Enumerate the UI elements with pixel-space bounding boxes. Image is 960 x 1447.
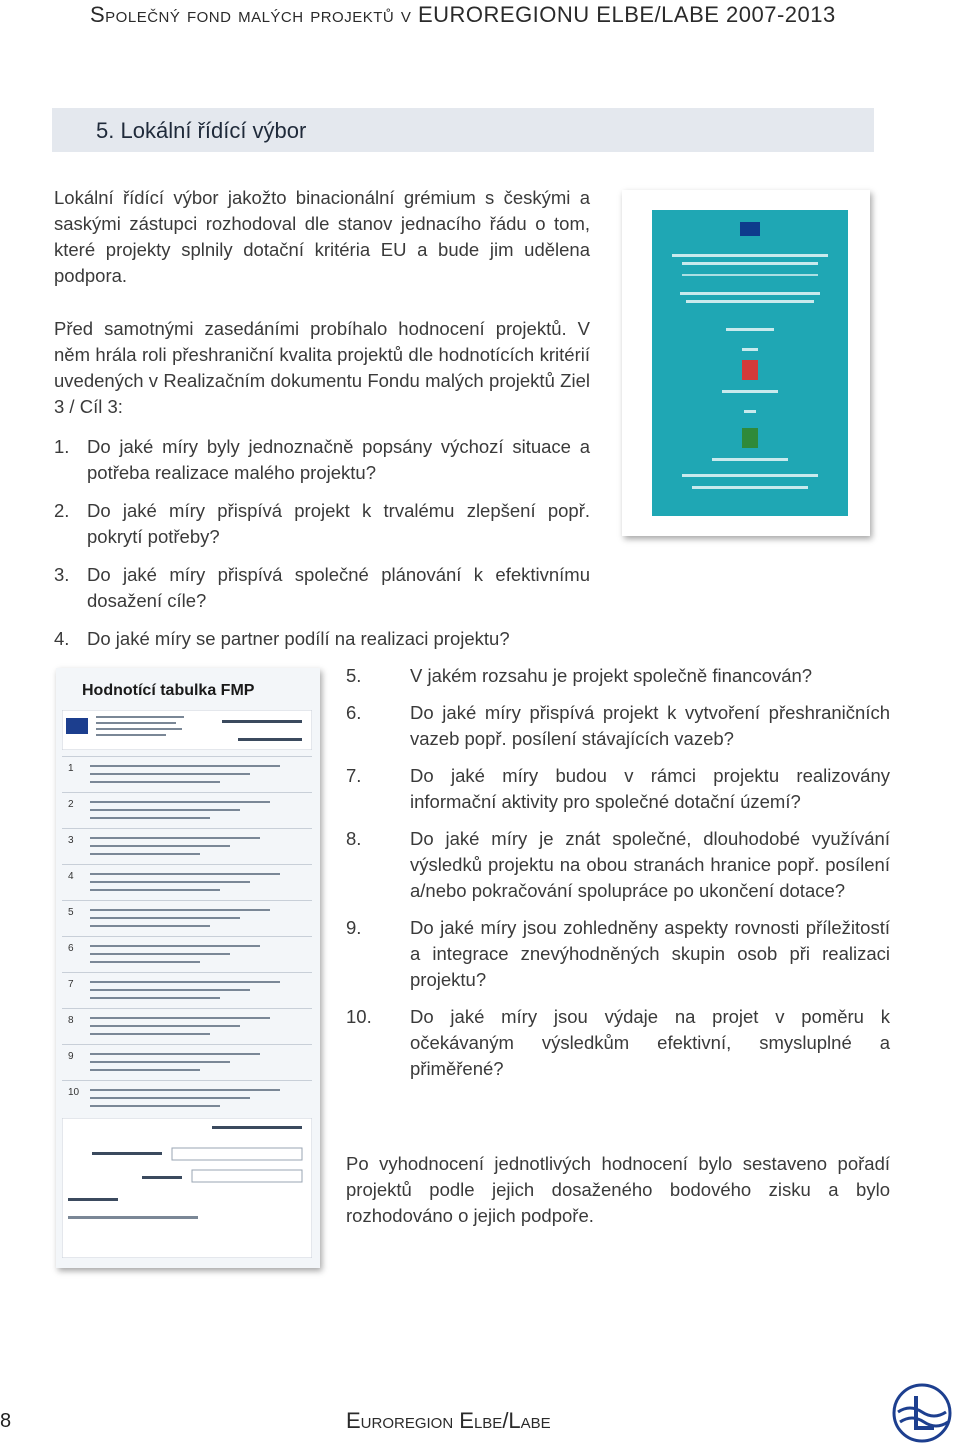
form-row-text-line: [90, 873, 280, 875]
criterion-number: 10.: [346, 1006, 372, 1027]
section-title-text: Lokální řídící výbor: [120, 118, 307, 143]
form-row-text-line: [90, 889, 220, 891]
form-row-text-line: [90, 1069, 200, 1071]
criterion-text: Do jaké míry jsou zohledněny aspekty rovnosti příležitostí a integrace znevýhodněných skupin osob při realizaci projektu?: [410, 917, 890, 990]
form-row-text-line: [90, 881, 250, 883]
form-row: [62, 936, 312, 973]
criterion-9: [346, 915, 890, 993]
form-row-number: 9: [68, 1051, 74, 1062]
page-header: Společný fond malých projektů v EUROREGIONU ELBE/LABE 2007-2013: [90, 2, 836, 27]
form-row-text-line: [90, 837, 260, 839]
form-row-number: 5: [68, 907, 74, 918]
form-row-text-line: [90, 981, 280, 983]
form-header-graphic: [62, 710, 312, 750]
criterion-text: Do jaké míry přispívá společné plánování k efektivnímu dosažení cíle?: [87, 564, 590, 611]
criterion-text: Do jaké míry přispívá projekt k trvalému zlepšení popř. pokrytí potřeby?: [87, 500, 590, 547]
intro-paragraph-1: Lokální řídící výbor jakožto binacionální grémium s českými a saskými zástupci rozhodoval dle stanov jednacího řádu o tom, které projekty splnily dotační kritéria EU a bude jim udělena podpora.: [54, 187, 590, 286]
form-row-text-line: [90, 1089, 280, 1091]
criterion-text: V jakém rozsahu je projekt společně financován?: [410, 665, 813, 686]
criterion-1: [54, 434, 590, 486]
cover-page: [652, 210, 848, 516]
criterion-number: 3.: [54, 564, 70, 585]
criteria-list-left: [54, 434, 590, 652]
conclusion-paragraph: Po vyhodnocení jednotlivých hodnocení bylo sestaveno pořadí projektů podle jejich dosaženého bodového zisku a bylo rozhodováno o jejich podpoře.: [346, 1153, 890, 1226]
form-row-number: 2: [68, 799, 74, 810]
form-row-number: 8: [68, 1015, 74, 1026]
form-row: [62, 828, 312, 865]
criterion-number: 9.: [346, 917, 362, 938]
criterion-4: [54, 626, 590, 652]
page-footer: Euroregion Elbe/Labe: [346, 1408, 551, 1433]
euroregion-logo-icon: [890, 1382, 954, 1444]
form-row: [62, 1080, 312, 1117]
form-row-number: 1: [68, 763, 74, 774]
form-row-text-line: [90, 1061, 230, 1063]
criterion-number: 8.: [346, 828, 362, 849]
evaluation-form-image: [56, 668, 320, 1268]
form-row-text-line: [90, 773, 250, 775]
form-row: [62, 972, 312, 1009]
form-row-text-line: [90, 817, 210, 819]
form-row: [62, 756, 312, 793]
form-row-text-line: [90, 945, 260, 947]
criterion-text: Do jaké míry jsou výdaje na projet v poměru k očekávaným výsledkům efektivní, smysluplné a přiměřené?: [410, 1006, 890, 1079]
form-row-text-line: [90, 1097, 250, 1099]
criterion-number: 6.: [346, 702, 362, 723]
form-row-text-line: [90, 917, 240, 919]
form-row-text-line: [90, 989, 250, 991]
criterion-2: [54, 498, 590, 550]
criterion-6: [346, 700, 890, 752]
form-row-text-line: [90, 1017, 270, 1019]
form-row: [62, 900, 312, 937]
criterion-8: [346, 826, 890, 904]
form-row-text-line: [90, 845, 230, 847]
page-number: 8: [0, 1410, 12, 1432]
form-footer-graphic: [62, 1118, 312, 1258]
section-heading-bar: [52, 108, 874, 152]
criteria-list-right: [346, 663, 890, 1082]
form-row-text-line: [90, 801, 270, 803]
form-row: [62, 1008, 312, 1045]
form-row-text-line: [90, 1033, 210, 1035]
form-row-text-line: [90, 961, 200, 963]
form-row-text-line: [90, 1025, 240, 1027]
form-row-number: 10: [68, 1087, 80, 1098]
form-row-text-line: [90, 1053, 260, 1055]
form-row-text-line: [90, 809, 240, 811]
criterion-5: [346, 663, 890, 689]
criterion-number: 2.: [54, 500, 70, 521]
form-row-text-line: [90, 909, 270, 911]
criterion-7: [346, 763, 890, 815]
criterion-number: 1.: [54, 436, 70, 457]
criterion-text: Do jaké míry se partner podílí na realizaci projektu?: [87, 628, 510, 649]
form-row-text-line: [90, 853, 200, 855]
criterion-3: [54, 562, 590, 614]
form-row-text-line: [90, 997, 220, 999]
cover-illustration: [652, 210, 848, 516]
form-row-number: 4: [68, 871, 74, 882]
form-row: [62, 864, 312, 901]
criterion-number: 5.: [346, 665, 362, 686]
form-row-text-line: [90, 953, 230, 955]
criterion-text: Do jaké míry budou v rámci projektu realizovány informační aktivity pro společné dotační území?: [410, 765, 890, 812]
criterion-text: Do jaké míry přispívá projekt k vytvoření přeshraničních vazeb popř. posílení stávajících vazeb?: [410, 702, 890, 749]
form-row-text-line: [90, 1105, 220, 1107]
form-row-number: 6: [68, 943, 74, 954]
form-row: [62, 1044, 312, 1081]
form-row-number: 7: [68, 979, 74, 990]
criterion-text: Do jaké míry je znát společné, dlouhodobé využívání výsledků projektu na obou stranách hranice popř. posílení a/nebo pokračování spolupráce po ukončení dotace?: [410, 828, 890, 901]
criterion-number: 7.: [346, 765, 362, 786]
criterion-text: Do jaké míry byly jednoznačně popsány výchozí situace a potřeba realizace malého projektu?: [87, 436, 590, 483]
form-row-text-line: [90, 781, 220, 783]
criterion-10: [346, 1004, 890, 1082]
criterion-number: 4.: [54, 628, 70, 649]
intro-paragraph-2: Před samotnými zasedáními probíhalo hodnocení projektů. V něm hrála roli přeshraniční kvalita projektů dle hodnotících kritérií uvedených v Realizačním dokumentu Fondu malých projektů Ziel 3 / Cíl 3:: [54, 318, 590, 417]
form-title: Hodnotící tabulka FMP: [82, 682, 255, 699]
form-row-text-line: [90, 765, 280, 767]
section-number: 5.: [96, 118, 115, 143]
form-row: [62, 792, 312, 829]
form-row-number: 3: [68, 835, 74, 846]
realization-document-cover-image: [622, 190, 870, 536]
section-title: [96, 118, 306, 144]
form-row-text-line: [90, 925, 210, 927]
